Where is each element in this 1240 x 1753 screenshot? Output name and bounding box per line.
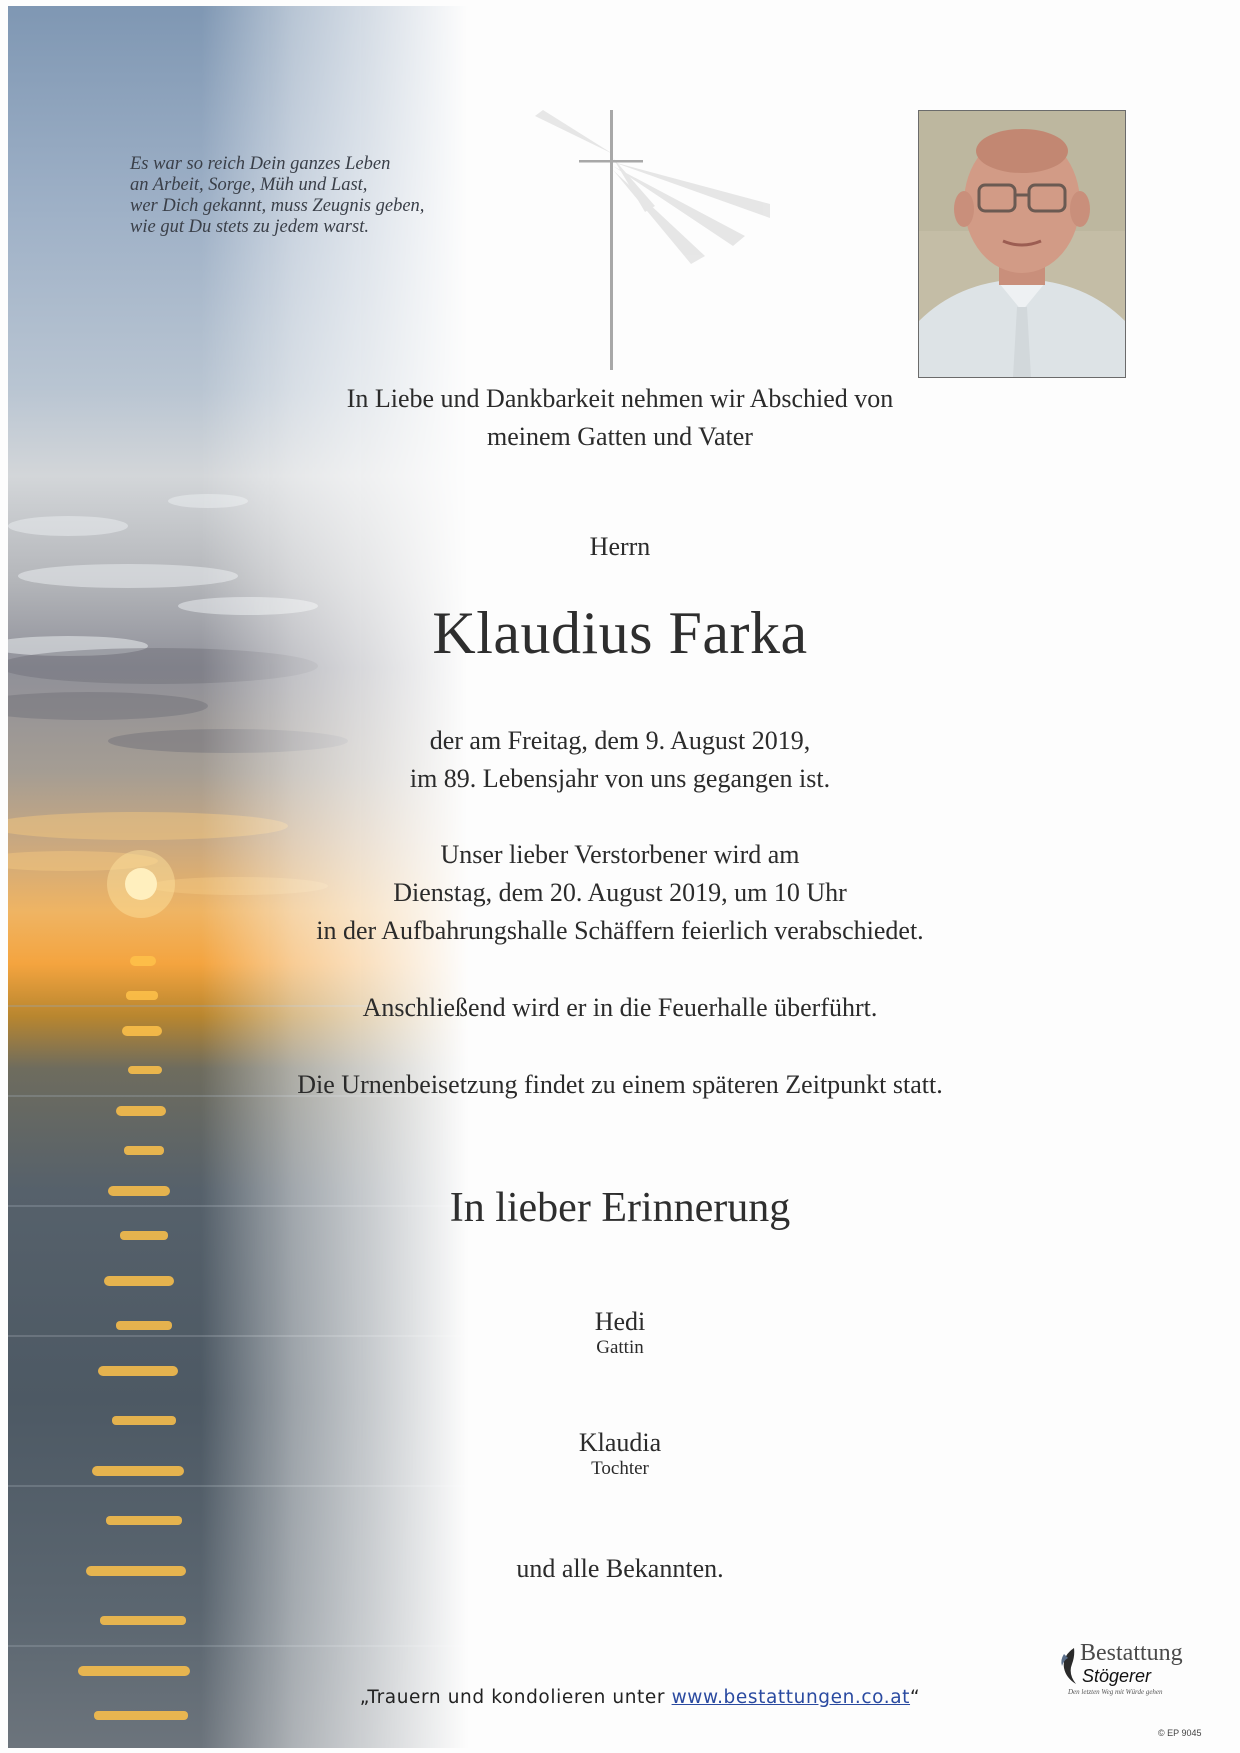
logo-line2: Stögerer — [1082, 1666, 1152, 1686]
farewell-line: in der Aufbahrungshalle Schäffern feierlich verabschiedet. — [316, 916, 924, 945]
logo-tagline: Den letzten Weg mit Würde gehen — [1068, 1688, 1163, 1696]
urn-text: Die Urnenbeisetzung findet zu einem späteren Zeitpunkt statt. — [297, 1070, 943, 1099]
poem — [130, 154, 470, 238]
poem-line: wer Dich gekannt, muss Zeugnis geben, — [130, 196, 425, 216]
portrait-photo — [918, 110, 1126, 378]
poem-line: Es war so reich Dein ganzes Leben — [130, 154, 391, 174]
logo-line1: Bestattung — [1080, 1640, 1183, 1666]
salutation-text: Herrn — [589, 532, 651, 561]
cross-icon — [505, 96, 775, 381]
footer-prefix: „Trauern und kondolieren unter — [359, 1687, 672, 1708]
flame-logo-icon — [1058, 1646, 1080, 1686]
poem-line: an Arbeit, Sorge, Müh und Last, — [130, 175, 368, 195]
mourner — [250, 1428, 990, 1480]
mourner — [250, 1307, 990, 1359]
transfer-info — [250, 989, 990, 1027]
farewell-line: Dienstag, dem 20. August 2019, um 10 Uhr — [393, 878, 847, 907]
closing-text: und alle Bekannten. — [516, 1554, 724, 1583]
intro-line: In Liebe und Dankbarkeit nehmen wir Abschied von — [346, 384, 894, 413]
mourner-role: Gattin — [596, 1337, 644, 1358]
condolence-link[interactable]: www.bestattungen.co.at — [671, 1687, 911, 1708]
intro-line: meinem Gatten und Vater — [487, 422, 753, 451]
death-info — [250, 722, 990, 798]
death-line: im 89. Lebensjahr von uns gegangen ist. — [409, 764, 831, 793]
salutation — [250, 528, 990, 566]
farewell-line: Unser lieber Verstorbener wird am — [440, 840, 800, 869]
urn-info — [250, 1066, 990, 1104]
farewell-info — [250, 836, 990, 950]
mourner-name: Klaudia — [578, 1428, 662, 1457]
mourner-role: Tochter — [591, 1458, 649, 1479]
footer-suffix: “ — [910, 1687, 921, 1708]
poem-line: wie gut Du stets zu jedem warst. — [130, 217, 369, 237]
memory-heading: In lieber Erinnerung — [449, 1185, 791, 1231]
condolence-footer — [330, 1686, 950, 1710]
closing — [250, 1550, 990, 1588]
transfer-text: Anschließend wird er in die Feuerhalle überführt. — [362, 993, 878, 1022]
mourner-name: Hedi — [594, 1307, 646, 1336]
template-code: © EP 9045 — [1158, 1728, 1202, 1738]
intro-text — [250, 380, 990, 456]
death-line: der am Freitag, dem 9. August 2019, — [429, 726, 811, 755]
deceased-name: Klaudius Farka — [432, 600, 808, 666]
funeral-home-logo — [1058, 1640, 1208, 1700]
